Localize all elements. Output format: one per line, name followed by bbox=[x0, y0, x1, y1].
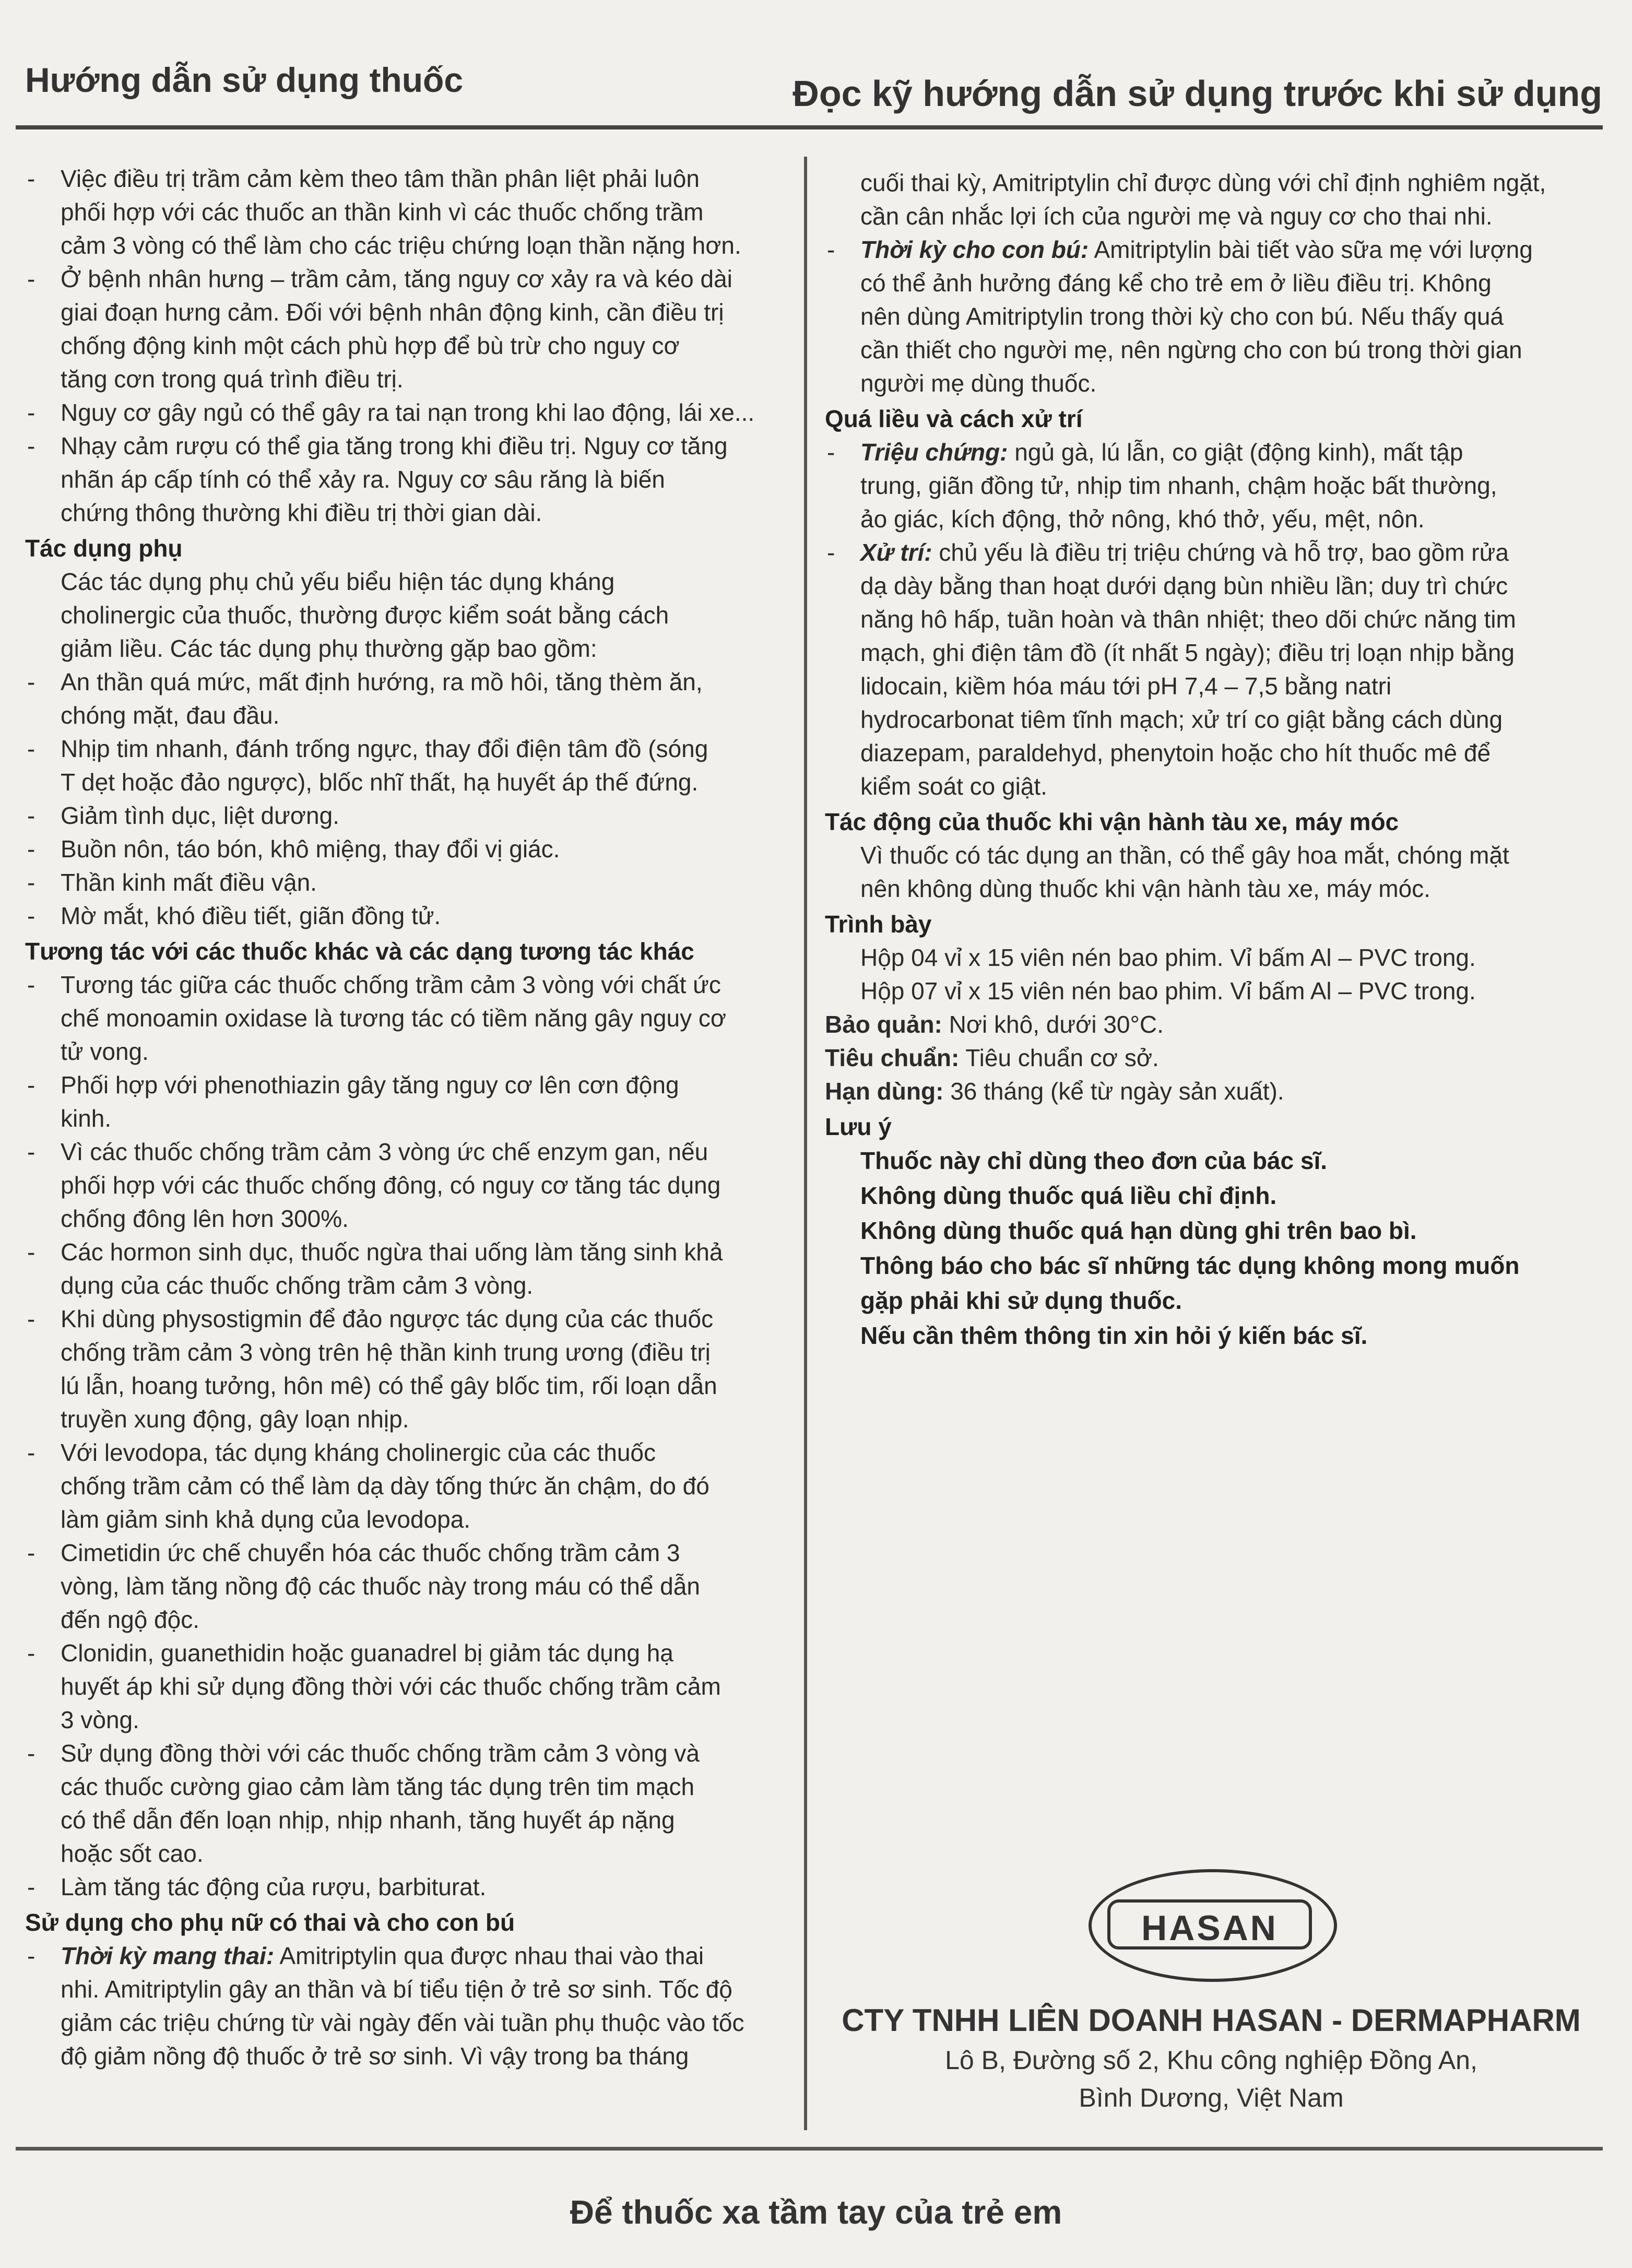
pregnancy-item: - Thời kỳ mang thai: Amitriptylin qua được nhau thai vào thai nhi. Amitriptylin gây an thần và bí tiểu tiện ở trẻ sơ sinh. Tốc độ giảm các triệu chứng từ vài ngày đến vài tuần phụ thuộc vào tốc độ giảm nồng độ thuốc ở trẻ sơ sinh. Vì vậy trong ba tháng bbox=[25, 1939, 785, 2073]
storage-label: Bảo quản: bbox=[825, 1011, 942, 1038]
right-column bbox=[825, 166, 1584, 1353]
list-item: - Buồn nôn, táo bón, khô miệng, thay đổi vị giác. bbox=[25, 832, 785, 866]
text-line: Cimetidin ức chế chuyển hóa các thuốc chống trầm cảm 3 bbox=[61, 1539, 680, 1566]
text-line: tử vong. bbox=[61, 1038, 149, 1065]
text-line: Buồn nôn, táo bón, khô miệng, thay đổi vị giác. bbox=[61, 835, 560, 863]
text-line bbox=[61, 1939, 785, 1972]
text-line: chống đông lên hơn 300%. bbox=[61, 1205, 349, 1232]
driving-paragraph bbox=[825, 838, 1584, 905]
text-line bbox=[860, 435, 1584, 469]
text-line: làm giảm sinh khả dụng của levodopa. bbox=[61, 1506, 471, 1533]
note-line: Không dùng thuốc quá hạn dùng ghi trên bao bì. bbox=[860, 1217, 1417, 1244]
text-line: huyết áp khi sử dụng đồng thời với các thuốc chống trầm cảm bbox=[61, 1673, 721, 1700]
text-line: chế monoamin oxidase là tương tác có tiềm năng gây nguy cơ bbox=[61, 1005, 727, 1032]
list-item: - Với levodopa, tác dụng kháng cholinergic của các thuốc chống trầm cảm có thể làm dạ dày tống thức ăn chậm, do đó làm giảm sinh khả dụng của levodopa. bbox=[25, 1436, 785, 1536]
text-line: truyền xung động, gây loạn nhịp. bbox=[61, 1405, 409, 1433]
text-line: lidocain, kiềm hóa máu tới pH 7,4 – 7,5 bằng natri bbox=[860, 672, 1392, 700]
pregnancy-heading: Sử dụng cho phụ nữ có thai và cho con bú bbox=[25, 1909, 515, 1936]
text-line: chống động kinh một cách phù hợp để bù trừ cho nguy cơ bbox=[61, 332, 680, 359]
text-line: Các hormon sinh dục, thuốc ngừa thai uống làm tăng sinh khả bbox=[61, 1238, 723, 1266]
note-line: gặp phải khi sử dụng thuốc. bbox=[860, 1287, 1182, 1314]
logo-box bbox=[1107, 1899, 1312, 1950]
list-item: - Nhạy cảm rượu có thể gia tăng trong khi điều trị. Nguy cơ tăng nhãn áp cấp tính có thể xảy ra. Nguy cơ sâu răng là biến chứng thông thường khi điều trị thời gian dài. bbox=[25, 429, 785, 529]
note-line: Thuốc này chỉ dùng theo đơn của bác sĩ. bbox=[860, 1147, 1328, 1174]
overdose-heading: Quá liều và cách xử trí bbox=[825, 405, 1083, 432]
text-line: hydrocarbonat tiêm tĩnh mạch; xử trí co giật bằng cách dùng bbox=[860, 706, 1503, 733]
address-line: Lô B, Đường số 2, Khu công nghiệp Đồng An, bbox=[945, 2046, 1477, 2075]
pregnancy-label: Thời kỳ mang thai: bbox=[61, 1942, 275, 1969]
side-effects-heading: Tác dụng phụ bbox=[25, 535, 183, 562]
text-line: giảm các triệu chứng từ vài ngày đến vài tuần phụ thuộc vào tốc bbox=[61, 2009, 744, 2036]
standard-label: Tiêu chuẩn: bbox=[825, 1044, 960, 1071]
text-line: T dẹt hoặc đảo ngược), blốc nhĩ thất, hạ huyết áp thế đứng. bbox=[61, 769, 699, 796]
text-line: cần cân nhắc lợi ích của người mẹ và nguy cơ cho thai nhi. bbox=[860, 203, 1493, 230]
text-line: hoặc sốt cao. bbox=[61, 1840, 204, 1867]
storage-value: Nơi khô, dưới 30°C. bbox=[949, 1011, 1164, 1038]
note-line: Nếu cần thêm thông tin xin hỏi ý kiến bác sĩ. bbox=[860, 1322, 1368, 1349]
driving-heading: Tác động của thuốc khi vận hành tàu xe, máy móc bbox=[825, 808, 1399, 835]
pregnancy-continuation bbox=[825, 166, 1584, 233]
list-item: - Giảm tình dục, liệt dương. bbox=[25, 799, 785, 832]
company-name: CTY TNHH LIÊN DOANH HASAN - DERMAPHARM bbox=[842, 2003, 1581, 2038]
left-column bbox=[25, 162, 785, 2073]
footer-warning: Để thuốc xa tầm tay của trẻ em bbox=[570, 2193, 1062, 2231]
text-line bbox=[860, 233, 1584, 266]
text-line: kinh. bbox=[61, 1105, 112, 1132]
page-header bbox=[22, 55, 1612, 128]
text-line: độ giảm nồng độ thuốc ở trẻ sơ sinh. Vì vậy trong ba tháng bbox=[61, 2042, 689, 2070]
text-line: Tương tác giữa các thuốc chống trầm cảm 3 vòng với chất ức bbox=[61, 971, 721, 998]
text-line: Nhịp tim nhanh, đánh trống ngực, thay đổi điện tâm đồ (sóng bbox=[61, 735, 708, 762]
list-item: - An thần quá mức, mất định hướng, ra mồ hôi, tăng thèm ăn, chóng mặt, đau đầu. bbox=[25, 665, 785, 732]
text-line: chống trầm cảm có thể làm dạ dày tống thức ăn chậm, do đó bbox=[61, 1472, 709, 1499]
list-item: - Nhịp tim nhanh, đánh trống ngực, thay đổi điện tâm đồ (sóng T dẹt hoặc đảo ngược), blốc nhĩ thất, hạ huyết áp thế đứng. bbox=[25, 732, 785, 799]
list-item: - Làm tăng tác động của rượu, barbiturat. bbox=[25, 1870, 785, 1904]
presentation-heading: Trình bày bbox=[825, 911, 932, 938]
text-line: dạ dày bằng than hoạt dưới dạng bùn nhiều lần; duy trì chức bbox=[860, 572, 1508, 599]
text-line: Nhạy cảm rượu có thể gia tăng trong khi điều trị. Nguy cơ tăng bbox=[61, 432, 728, 459]
text-line: cholinergic của thuốc, thường được kiểm soát bằng cách bbox=[61, 601, 669, 629]
text-line: Việc điều trị trầm cảm kèm theo tâm thần phân liệt phải luôn bbox=[61, 165, 700, 192]
text-line: người mẹ dùng thuốc. bbox=[860, 370, 1097, 397]
text-line: Hộp 04 vỉ x 15 viên nén bao phim. Vỉ bấm Al – PVC trong. bbox=[860, 944, 1476, 971]
text-span: ngủ gà, lú lẫn, co giật (động kinh), mất tập bbox=[1014, 439, 1463, 466]
text-line: đến ngộ độc. bbox=[61, 1606, 200, 1633]
text-line: lú lẫn, hoang tưởng, hôn mê) có thể gây blốc tim, rối loạn dẫn bbox=[61, 1372, 717, 1399]
text-line: Thần kinh mất điều vận. bbox=[61, 869, 317, 896]
standard-value: Tiêu chuẩn cơ sở. bbox=[965, 1044, 1159, 1071]
text-line: giai đoạn hưng cảm. Đối với bệnh nhân động kinh, cần điều trị bbox=[61, 299, 724, 326]
list-item: - Phối hợp với phenothiazin gây tăng nguy cơ lên cơn động kinh. bbox=[25, 1068, 785, 1135]
column-divider bbox=[804, 157, 807, 2130]
text-span: Amitriptylin qua được nhau thai vào thai bbox=[279, 1942, 704, 1969]
note-line: Thông báo cho bác sĩ những tác dụng không mong muốn bbox=[860, 1252, 1520, 1279]
side-effects-paragraph bbox=[25, 565, 785, 665]
text-line: vòng, làm tăng nồng độ các thuốc này trong máu có thể dẫn bbox=[61, 1573, 700, 1600]
text-line: Các tác dụng phụ chủ yếu biểu hiện tác dụng kháng bbox=[61, 568, 615, 595]
text-line: dụng của các thuốc chống trầm cảm 3 vòng. bbox=[61, 1272, 534, 1299]
text-line bbox=[860, 536, 1584, 569]
list-item: - Khi dùng physostigmin để đảo ngược tác dụng của các thuốc chống trầm cảm 3 vòng trên hệ thần kinh trung ương (điều trị lú lẫn, hoang tưởng, hôn mê) có thể gây blốc tim, rối loạn dẫn truyền xung động, gây loạn nhịp. bbox=[25, 1302, 785, 1436]
breastfeeding-label: Thời kỳ cho con bú: bbox=[860, 236, 1089, 263]
storage-line bbox=[825, 1008, 1584, 1041]
list-item: - Vì các thuốc chống trầm cảm 3 vòng ức chế enzym gan, nếu phối hợp với các thuốc chống đông, có nguy cơ tăng tác dụng chống đông lên hơn 300%. bbox=[25, 1135, 785, 1235]
text-line: Giảm tình dục, liệt dương. bbox=[61, 802, 339, 829]
symptoms-label: Triệu chứng: bbox=[860, 439, 1008, 466]
header-left-title: Hướng dẫn sử dụng thuốc bbox=[25, 61, 464, 99]
text-line: trung, giãn đồng tử, nhịp tim nhanh, chậm hoặc bất thường, bbox=[860, 472, 1497, 499]
interactions-heading: Tương tác với các thuốc khác và các dạng tương tác khác bbox=[25, 938, 694, 965]
text-line: Vì các thuốc chống trầm cảm 3 vòng ức chế enzym gan, nếu bbox=[61, 1138, 708, 1165]
intro-list bbox=[25, 162, 785, 529]
side-effects-list bbox=[25, 665, 785, 932]
top-rule bbox=[16, 125, 1603, 129]
text-line: 3 vòng. bbox=[61, 1706, 139, 1733]
text-span: chủ yếu là điều trị triệu chứng và hỗ trợ, bao gồm rửa bbox=[939, 539, 1509, 566]
list-item: - Clonidin, guanethidin hoặc guanadrel bị giảm tác dụng hạ huyết áp khi sử dụng đồng thời với các thuốc chống trầm cảm 3 vòng. bbox=[25, 1636, 785, 1737]
text-line: An thần quá mức, mất định hướng, ra mồ hôi, tăng thèm ăn, bbox=[61, 668, 703, 695]
text-line: có thể ảnh hưởng đáng kể cho trẻ em ở liều điều trị. Không bbox=[860, 269, 1492, 297]
text-line: chống trầm cảm 3 vòng trên hệ thần kinh trung ương (điều trị bbox=[61, 1339, 711, 1366]
presentation-paragraph bbox=[825, 941, 1584, 1008]
header-right-warning: Đọc kỹ hướng dẫn sử dụng trước khi sử dụng bbox=[793, 73, 1602, 114]
list-item: - Sử dụng đồng thời với các thuốc chống trầm cảm 3 vòng và các thuốc cường giao cảm làm tăng tác dụng trên tim mạch có thể dẫn đến loạn nhịp, nhịp nhanh, tăng huyết áp nặng hoặc sốt cao. bbox=[25, 1737, 785, 1870]
text-line: cuối thai kỳ, Amitriptylin chỉ được dùng với chỉ định nghiêm ngặt, bbox=[860, 169, 1546, 196]
text-line: giảm liều. Các tác dụng phụ thường gặp bao gồm: bbox=[61, 635, 597, 662]
note-line: Không dùng thuốc quá liều chỉ định. bbox=[860, 1182, 1277, 1209]
text-line: Nguy cơ gây ngủ có thể gây ra tai nạn trong khi lao động, lái xe... bbox=[61, 399, 755, 426]
text-span: Amitriptylin bài tiết vào sữa mẹ với lượng bbox=[1094, 236, 1533, 263]
text-line: phối hợp với các thuốc an thần kinh vì các thuốc chống trầm bbox=[61, 198, 704, 226]
text-line: nên dùng Amitriptylin trong thời kỳ cho con bú. Nếu thấy quá bbox=[860, 303, 1504, 330]
text-line: kiểm soát co giật. bbox=[860, 773, 1047, 800]
symptoms-item: - Triệu chứng: ngủ gà, lú lẫn, co giật (động kinh), mất tập trung, giãn đồng tử, nhịp tim nhanh, chậm hoặc bất thường, ảo giác, kích động, thở nông, khó thở, yếu, mệt, nôn. bbox=[825, 435, 1584, 536]
text-line: Clonidin, guanethidin hoặc guanadrel bị giảm tác dụng hạ bbox=[61, 1639, 673, 1667]
list-item: - Thần kinh mất điều vận. bbox=[25, 866, 785, 899]
text-line: chứng thông thường khi điều trị thời gian dài. bbox=[61, 499, 542, 526]
text-line: Với levodopa, tác dụng kháng cholinergic của các thuốc bbox=[61, 1439, 656, 1466]
notes-list bbox=[825, 1143, 1584, 1353]
logo-text: HASAN bbox=[1141, 1908, 1278, 1948]
text-line: ảo giác, kích động, thở nông, khó thở, yếu, mệt, nôn. bbox=[860, 505, 1425, 533]
text-line: nhãn áp cấp tính có thể xảy ra. Nguy cơ sâu răng là biến bbox=[61, 466, 665, 493]
text-line: Khi dùng physostigmin để đảo ngược tác dụng của các thuốc bbox=[61, 1305, 714, 1332]
list-item: - Nguy cơ gây ngủ có thể gây ra tai nạn trong khi lao động, lái xe... bbox=[25, 396, 785, 429]
text-line: mạch, ghi điện tâm đồ (ít nhất 5 ngày); điều trị loạn nhịp bằng bbox=[860, 639, 1515, 666]
text-line: cần thiết cho người mẹ, nên ngừng cho con bú trong thời gian bbox=[860, 336, 1522, 363]
bottom-rule bbox=[16, 2147, 1603, 2151]
shelf-life-line bbox=[825, 1074, 1584, 1108]
text-line: tăng cơn trong quá trình điều trị. bbox=[61, 365, 404, 393]
interactions-list bbox=[25, 968, 785, 1904]
text-line: Phối hợp với phenothiazin gây tăng nguy cơ lên cơn động bbox=[61, 1071, 679, 1098]
shelf-life-value: 36 tháng (kể từ ngày sản xuất). bbox=[950, 1078, 1284, 1105]
text-line: Làm tăng tác động của rượu, barbiturat. bbox=[61, 1873, 487, 1900]
company-address bbox=[822, 2041, 1600, 2117]
treatment-item: - Xử trí: chủ yếu là điều trị triệu chứng và hỗ trợ, bao gồm rửa dạ dày bằng than hoạt dưới dạng bùn nhiều lần; duy trì chức năng hô hấp, tuần hoàn và thân nhiệt; theo dõi chức năng tim mạch, ghi điện tâm đồ (ít nhất 5 ngày); điều trị loạn nhịp bằng lidocain, kiềm hóa máu tới pH 7,4 – 7,5 bằng natri hydrocarbonat tiêm tĩnh mạch; xử trí co giật bằng cách dùng diazepam, paraldehyd, phenytoin hoặc cho hít thuốc mê để kiểm soát co giật. bbox=[825, 536, 1584, 803]
address-line: Bình Dương, Việt Nam bbox=[1079, 2083, 1344, 2112]
text-line: chóng mặt, đau đầu. bbox=[61, 702, 280, 729]
shelf-life-label: Hạn dùng: bbox=[825, 1078, 944, 1105]
hasan-logo bbox=[1089, 1869, 1334, 1979]
text-line: phối hợp với các thuốc chống đông, có nguy cơ tăng tác dụng bbox=[61, 1172, 721, 1199]
text-line: năng hô hấp, tuần hoàn và thân nhiệt; theo dõi chức năng tim bbox=[860, 606, 1516, 633]
list-item: - Mờ mắt, khó điều tiết, giãn đồng tử. bbox=[25, 899, 785, 932]
treatment-label: Xử trí: bbox=[860, 539, 932, 566]
text-line: Hộp 07 vỉ x 15 viên nén bao phim. Vỉ bấm Al – PVC trong. bbox=[860, 977, 1476, 1005]
breastfeeding-item: - Thời kỳ cho con bú: Amitriptylin bài tiết vào sữa mẹ với lượng có thể ảnh hưởng đáng kể cho trẻ em ở liều điều trị. Không nên dùng Amitriptylin trong thời kỳ cho con bú. Nếu thấy quá cần thiết cho người mẹ, nên ngừng cho con bú trong thời gian người mẹ dùng thuốc. bbox=[825, 233, 1584, 400]
list-item: - Cimetidin ức chế chuyển hóa các thuốc chống trầm cảm 3 vòng, làm tăng nồng độ các thuốc này trong máu có thể dẫn đến ngộ độc. bbox=[25, 1536, 785, 1636]
text-line: có thể dẫn đến loạn nhịp, nhịp nhanh, tăng huyết áp nặng bbox=[61, 1806, 675, 1834]
list-item: - Ở bệnh nhân hưng – trầm cảm, tăng nguy cơ xảy ra và kéo dài giai đoạn hưng cảm. Đối với bệnh nhân động kinh, cần điều trị chống động kinh một cách phù hợp để bù trừ cho nguy cơ tăng cơn trong quá trình điều trị. bbox=[25, 262, 785, 396]
text-line: Sử dụng đồng thời với các thuốc chống trầm cảm 3 vòng và bbox=[61, 1740, 700, 1767]
standard-line bbox=[825, 1041, 1584, 1074]
text-line: các thuốc cường giao cảm làm tăng tác dụng trên tim mạch bbox=[61, 1773, 695, 1800]
notes-heading: Lưu ý bbox=[825, 1113, 892, 1140]
text-line: nên không dùng thuốc khi vận hành tàu xe, máy móc. bbox=[860, 875, 1430, 902]
list-item: - Việc điều trị trầm cảm kèm theo tâm thần phân liệt phải luôn phối hợp với các thuốc an thần kinh vì các thuốc chống trầm cảm 3 vòng có thể làm cho các triệu chứng loạn thần nặng hơn. bbox=[25, 162, 785, 262]
text-line: Ở bệnh nhân hưng – trầm cảm, tăng nguy cơ xảy ra và kéo dài bbox=[61, 265, 732, 292]
text-line: Mờ mắt, khó điều tiết, giãn đồng tử. bbox=[61, 902, 441, 929]
text-line: cảm 3 vòng có thể làm cho các triệu chứng loạn thần nặng hơn. bbox=[61, 232, 741, 259]
list-item: - Tương tác giữa các thuốc chống trầm cảm 3 vòng với chất ức chế monoamin oxidase là tương tác có tiềm năng gây nguy cơ tử vong. bbox=[25, 968, 785, 1068]
company-block bbox=[822, 2002, 1600, 2117]
text-line: diazepam, paraldehyd, phenytoin hoặc cho hít thuốc mê để bbox=[860, 739, 1491, 766]
list-item: - Các hormon sinh dục, thuốc ngừa thai uống làm tăng sinh khả dụng của các thuốc chống trầm cảm 3 vòng. bbox=[25, 1235, 785, 1302]
text-line: Vì thuốc có tác dụng an thần, có thể gây hoa mắt, chóng mặt bbox=[860, 842, 1509, 869]
text-line: nhi. Amitriptylin gây an thần và bí tiểu tiện ở trẻ sơ sinh. Tốc độ bbox=[61, 1976, 732, 2003]
